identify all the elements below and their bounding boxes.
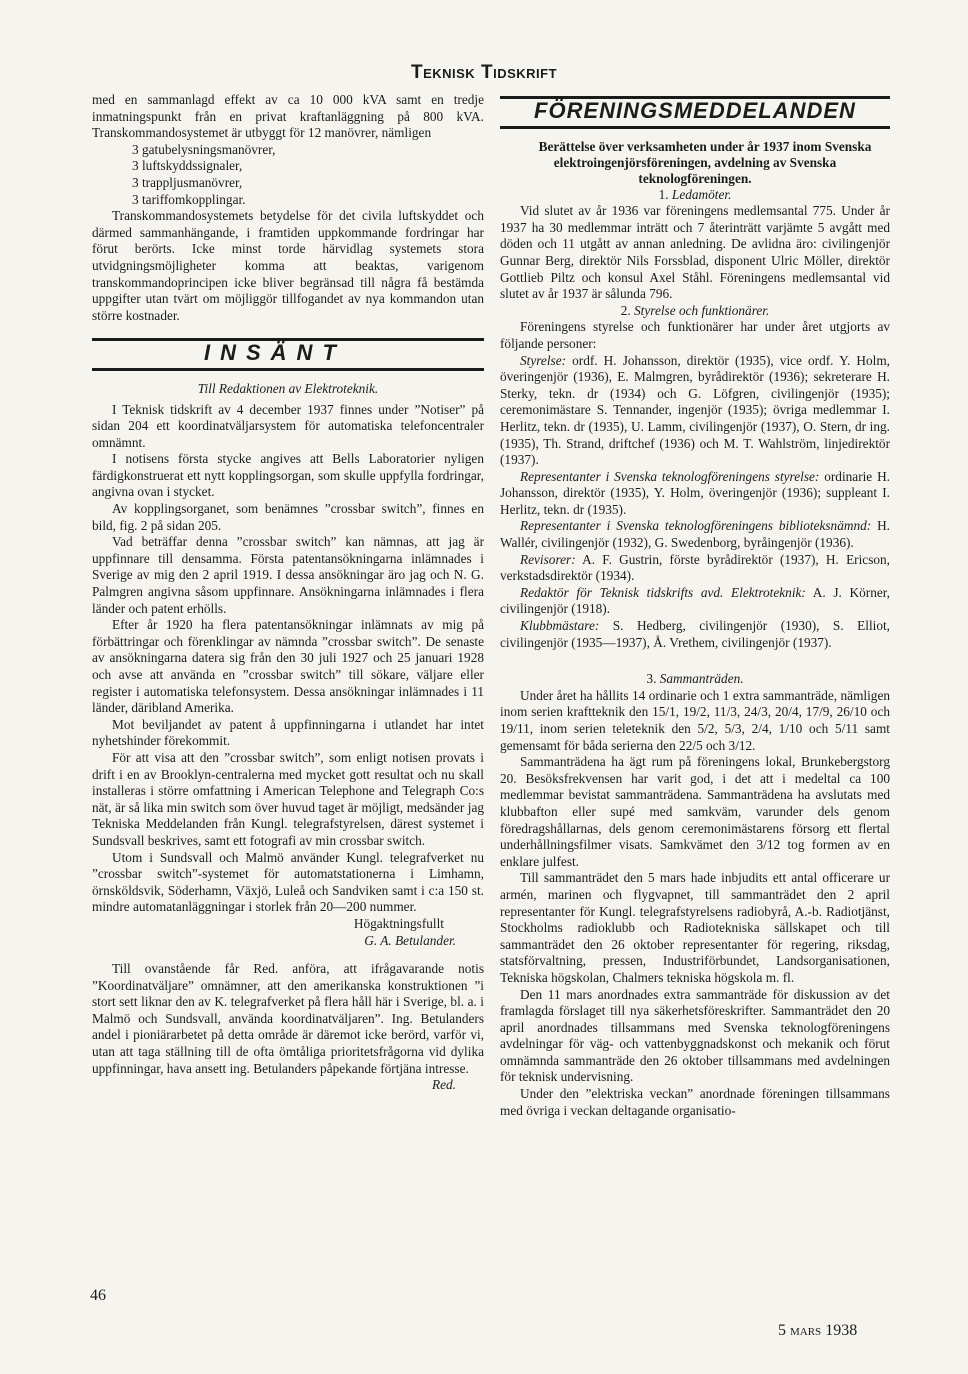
subheading-number: 3. [646,671,657,687]
sammantraden-paragraph: Den 11 mars anordnades extra sammanträde för diskussion av det framlagda förslaget till nya säkerhetsföreskrifter. Sammanträdet den 20 april anordnades tillsammans med Svenska teknologföreningens avdelningar för väg- och vattenbyggnadskonst och mekanik och förut omnämnda sammanträde den 26 oktober tillsammans med avdelningen för teknisk undervisning. [500,986,890,1085]
letter-paragraph: Av kopplingsorganet, som benämnes ”crossbar switch”, finnes en bild, fig. 2 på sidan 205. [92,501,484,533]
revisorer-entry [500,552,890,585]
insant-header [92,338,484,371]
issue-day: 5 [778,1322,786,1339]
entry-text: ordinarie H. Johansson, direktör (1935), Y. Holm, överingenjör (1936); suppleant I. Herlitz, tekn. dr (1935). [500,468,891,517]
subheading-number: 2. [620,302,631,318]
list-item: 3 tariffomkopplingar. [132,191,246,207]
entry-label: Representanter i Svenska teknologföreningens biblioteksnämnd: [520,518,872,534]
subheading-ledamoter [500,187,890,204]
letter-paragraph: Efter år 1920 ha flera patentansökningar inlämnats av mig på förbättringar och förenklingar av nämnda ”crossbar switch”. De senaste av ansökningarna datera sig från den 30 juli 1927 och 25 januari 1928 och avse att använda en ”crossbar switch” till sökare, väljare eller register i automatiska telefonsystem. Dessa ansökningar inlämnades i 11 länder, däribland Amerika. [92,617,484,716]
representanter-biblioteksnamnd-entry [500,518,890,551]
issue-month: mars [790,1322,822,1339]
masthead: Teknisk Tidskrift [410,62,558,83]
sammantraden-paragraph: Under den ”elektriska veckan” anordnade föreningen tillsammans med övriga i veckan deltagande organisatio- [500,1086,890,1118]
styrelse-entry [500,353,890,469]
entry-text: ordf. H. Johansson, direktör (1935), vice ordf. Y. Holm, överingenjör (1936), E. Malmgren, byrådirektör (1936); sekreterare H. Sterky, tekn. dr (1934) och G. Löfgren, civilingenjör (1935); ceremonimästare S. Tennander, ingenjör (1935); övriga medlemmar I. Herlitz, tekn. dr (1935), U. Lamm, civilingenjör (1937), O. Stern, dr ing. (1935), Th. Strand, driftchef (1936) och M. T. Wahlström, linjedirektör (1937). [500,352,891,468]
letter-paragraph: Utom i Sundsvall och Malmö använder Kungl. telegrafverket nu ”crossbar switch”-systemet för automatstationerna i Limhamn, örnsköldsvik, Söderhamn, Växjö, Luleå och Sandviken samt i c:a 150 st. mindre automatanläggningar i storlek från 20—200 nummer. [92,849,484,915]
letter-paragraph: Vad beträffar denna ”crossbar switch” kan nämnas, att jag är uppfinnare till densamma. Första patentansökningarna inlämnades i Sverige av mig den 2 april 1919. I dessa ansökningar äro jag och N. G. Palmgren angivna såsom uppfinnare. Ansökningarna inlämnades i flera länder och patent erhölls. [92,534,484,616]
letter-addressee: Till Redaktionen av Elektroteknik. [197,380,379,396]
entry-label: Representanter i Svenska teknologföreningens styrelse: [520,468,820,484]
letter-paragraph: I Teknisk tidskrift av 4 december 1937 finnes under ”Notiser” på sidan 204 ett koordinatväljarsystem för automatiska telefoncentraler omnämnt. [92,401,484,450]
letter-signature: G. A. Betulander. [364,932,456,948]
list-item: 3 trappljusmanövrer, [132,174,243,190]
sammantraden-paragraph: Sammanträdena ha ägt rum på föreningens lokal, Brunkebergstorg 20. Besöksfrekvensen har varit god, i det att i medeltal ca 100 medlemmar bevistat sammanträdena. Sammanträdena ha avslutats med klubbafton eller supé med samkväm, varunder dels genom föredragshållarnas, dels genom ceremonimästarens försorg ett flertal underhållningsfilmer visats. Samkvämet den 3/12 tog formen av en enklare julfest. [500,754,890,869]
entry-text: S. Hedberg, civilingenjör (1930), S. Elliot, civilingenjör (1935—1937), Å. Vrethem, civilingenjör (1937). [500,618,890,650]
page-number: 46 [90,1287,106,1304]
redaktor-entry [500,585,890,618]
sammantraden-paragraph: Under året ha hållits 14 ordinarie och 1 extra sammanträde, nämligen inom serien kraftteknik den 15/1, 19/2, 11/3, 24/3, 20/4, 17/9, 26/10 och 19/11, inom serien teleteknik den 5/2, 5/3, 2/4, 1/10 och 5/11 samt gemensamt för båda serierna den 22/5 och 3/12. [500,687,890,753]
letter-closing: Högaktningsfullt [353,915,444,931]
letter-paragraph: Mot beviljandet av patent å uppfinningarna i utlandet har intet nyhetshinder förekommit. [92,716,484,749]
list-item: 3 gatubelysningsmanövrer, [132,141,276,157]
insant-title: INSÄNT [204,340,346,366]
subheading-sammantraden [500,671,890,688]
subheading-title: Sammanträden. [659,671,744,687]
report-heading: Berättelse över verksamheten under år 1937 inom Svenska elektroingenjörsföreningen, avdelning av Svenska teknologföreningen. [538,138,872,186]
foreningsmeddelanden-header [500,96,890,129]
rule [92,368,484,371]
styrelse-intro: Föreningens styrelse och funktionärer har under året utgjorts av följande personer: [500,319,890,351]
rule [500,126,890,129]
sammantraden-paragraph: Till sammanträdet den 5 mars hade inbjudits ett antal officerare ur armén, marinen och flygvapnet, till sammanträdet den 2 april representanter för Kungl. telegrafstyrelsens radiobyrå, A.-b. Radiotjänst, Stockholms radioklubb och Radiotekniska sällskapet och till sammanträdet den 26 oktober representanter för regering, riksdag, statsförvaltning, pressen, Industriförbundet, Landsorganisationen, Tekniska högskolan, Chalmers tekniska högskola m. fl. [500,870,890,985]
subheading-number: 1. [658,186,669,202]
entry-label: Revisorer: [520,551,576,567]
left-column [92,92,484,1094]
issue-year: 1938 [825,1322,858,1339]
representanter-styrelse-entry [500,469,890,519]
subheading-styrelse [500,303,890,320]
letter-paragraph: För att visa att den ”crossbar switch”, som enligt notisen provats i drift i en av Brooklyn-centralerna med mycket gott resultat och nu skall installeras i större omfattning i American Telephone and Telegraph Co:s nät, är så lika min switch som över huvud taget är möjligt, medsänder jag Tekniska Meddelanden från Kungl. telegrafstyrelsen, därest systemet i Sundsvall beskrives, samt ett fotografi av min crossbar switch. [92,749,484,848]
subheading-title: Ledamöter. [671,186,732,202]
ledamoter-paragraph: Vid slutet av år 1936 var föreningens medlemsantal 775. Under år 1937 ha 30 medlemmar inträtt och 7 återinträtt varjämte 5 avgått med döden och 11 utgått av annan anledning. De avlidna äro: civilingenjör Gunnar Berg, direktör Nils Forssblad, disponent Ulric Möller, direktör Gottlieb Piltz och konsul Axel Ståhl. Föreningens medlemsantal vid slutet av år 1937 är sålunda 796. [500,203,890,302]
letter-paragraph: I notisens första stycke angives att Bells Laboratorier nyligen färdigkonstruerat ett nytt kopplingsorgan, som skulle uppfylla fordringar, angivna ovan i stycket. [92,451,484,500]
entry-text: A. J. Körner, civilingenjör (1918). [500,584,890,617]
klubbmastare-entry [500,618,890,651]
entry-label: Klubbmästare: [520,618,600,634]
entry-label: Styrelse: [520,352,567,368]
issue-date [778,1322,857,1340]
entry-text: H. Wallér, civilingenjör (1932), G. Swedenborg, byråingenjör (1936). [500,518,891,551]
editor-reply-signature: Red. [432,1077,456,1093]
entry-text: A. F. Gustrin, förste byrådirektör (1937), H. Ericson, verkstadsdirektör (1934). [500,551,891,584]
right-column [500,92,890,1119]
editor-reply: Till ovanstående får Red. anföra, att ifrågavarande notis ”Koordinatväljare” omnämner, att den amerikanska konstruktionen ”i stort sett liknar den av K. telegrafverket på flera håll här i Sverige, bl. a. i Malmö och Sundsvall, använda koordinatväljaren”. Ing. Betulanders andel i pioniärarbetet på detta område är däremot icke berörd, varför vi, utan att taga ställning till de ofta ömtåliga prioritetsfrågorna vid dylika uppfinningar, hava ansett ing. Betulanders påpekande förtjäna intresse. [92,961,484,1076]
section-title: FÖRENINGSMEDDELANDEN [534,98,856,123]
intro-paragraph: med en sammanlagd effekt av ca 10 000 kVA samt en tredje inmatningspunkt från en privat kraftanläggning på 800 kVA. Transkommandosystemet är utbyggt för 12 manövrer, nämligen [92,92,484,141]
subheading-title: Styrelse och funktionärer. [634,302,770,318]
entry-label: Redaktör för Teknisk tidskrifts avd. Elektroteknik: [520,584,806,600]
list-item: 3 luftskyddssignaler, [132,158,243,174]
transkommando-paragraph: Transkommandosystemets betydelse för det civila luftskyddet och därmed sammanhängande, i framtiden uppkommande fordringar har förut berörts. Icke minst torde härvidlag systemets stora utvidgningsmöjligheter komma att beaktas, varigenom transkommandoprincipen icke bliver begränsad till några få bestämda uppgifter utan tvärt om möjliggör tillfogandet av nya kommandon utan större kostnader. [92,208,484,323]
